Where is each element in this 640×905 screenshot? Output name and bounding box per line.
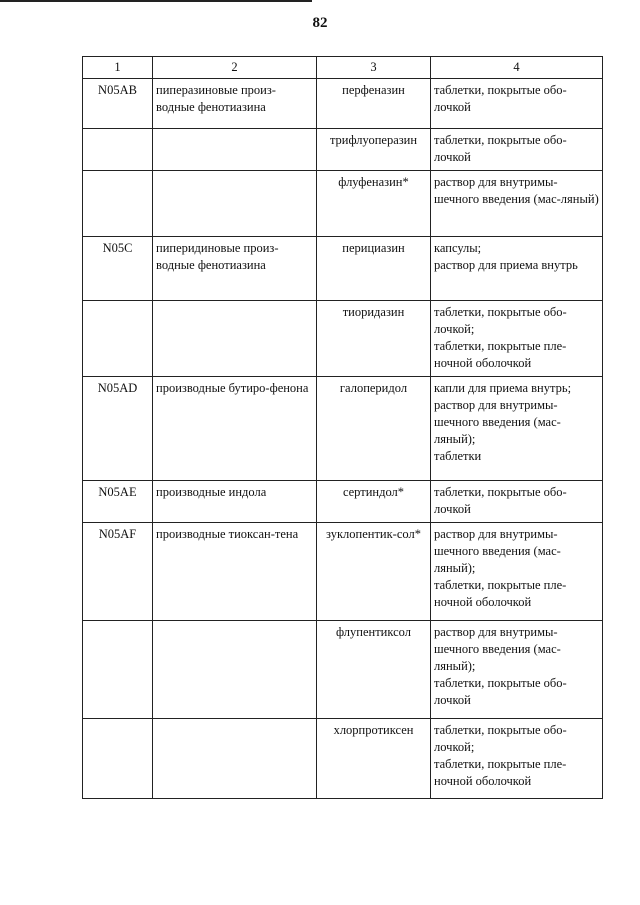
dosage-form-cell <box>431 171 603 237</box>
header-cell-1: 1 <box>83 57 153 79</box>
atc-code-cell <box>83 129 153 171</box>
dosage-form-cell <box>431 129 603 171</box>
dosage-form-cell <box>431 79 603 129</box>
table-body <box>83 57 603 799</box>
drug-group-cell: пиперидиновые произ-водные фенотиазина <box>153 237 317 301</box>
dosage-form-line: раствор для приема внутрь <box>434 258 578 272</box>
table-row <box>83 171 603 237</box>
drug-group-cell: производные бутиро-фенона <box>153 377 317 481</box>
drug-name-cell: перфеназин <box>317 79 431 129</box>
atc-code-cell <box>83 621 153 719</box>
drug-name-cell: зуклопентик-сол* <box>317 523 431 621</box>
dosage-form-cell <box>431 481 603 523</box>
table-row <box>83 719 603 799</box>
table-row <box>83 523 603 621</box>
dosage-form-line: таблетки, покрытые обо-лочкой; <box>434 305 567 336</box>
dosage-form-line: капли для приема внутрь; <box>434 381 572 395</box>
dosage-form-line: раствор для внутримы-шечного введения (мас-ляный); <box>434 398 561 446</box>
dosage-form-line: таблетки, покрытые обо-лочкой <box>434 83 567 114</box>
drug-name-cell: хлорпротиксен <box>317 719 431 799</box>
drug-group-cell: пиперазиновые произ-водные фенотиазина <box>153 79 317 129</box>
drug-group-cell <box>153 719 317 799</box>
dosage-form-line: таблетки, покрытые обо-лочкой <box>434 133 567 164</box>
table-row <box>83 621 603 719</box>
atc-code-cell: N05AF <box>83 523 153 621</box>
table-row <box>83 237 603 301</box>
table-row <box>83 481 603 523</box>
drug-group-cell: производные тиоксан-тена <box>153 523 317 621</box>
dosage-form-line: таблетки, покрытые обо-лочкой; <box>434 723 567 754</box>
top-rule <box>0 0 312 2</box>
dosage-form-line: таблетки, покрытые обо-лочкой <box>434 485 567 516</box>
header-cell-3: 3 <box>317 57 431 79</box>
drug-name-cell: сертиндол* <box>317 481 431 523</box>
drug-name-cell: перициазин <box>317 237 431 301</box>
table-row <box>83 301 603 377</box>
dosage-form-line: раствор для внутримы-шечного введения (мас-ляный); <box>434 527 561 575</box>
header-row <box>83 57 603 79</box>
dosage-form-line: таблетки, покрытые пле-ночной оболочкой <box>434 578 567 609</box>
atc-code-cell: N05AD <box>83 377 153 481</box>
dosage-form-line: капсулы; <box>434 241 482 255</box>
drug-group-cell <box>153 171 317 237</box>
dosage-form-cell <box>431 301 603 377</box>
drug-name-cell: флупентиксол <box>317 621 431 719</box>
header-cell-4: 4 <box>431 57 603 79</box>
dosage-form-line: таблетки <box>434 449 482 463</box>
dosage-form-cell <box>431 237 603 301</box>
table-row <box>83 79 603 129</box>
table-row <box>83 129 603 171</box>
drug-name-cell: трифлуоперазин <box>317 129 431 171</box>
dosage-form-cell <box>431 523 603 621</box>
dosage-form-line: таблетки, покрытые обо-лочкой <box>434 676 567 707</box>
atc-code-cell: N05AE <box>83 481 153 523</box>
page-number: 82 <box>312 15 328 31</box>
dosage-form-cell <box>431 377 603 481</box>
drug-group-cell: производные индола <box>153 481 317 523</box>
drug-table <box>82 56 603 799</box>
dosage-form-line: таблетки, покрытые пле-ночной оболочкой <box>434 339 567 370</box>
atc-code-cell <box>83 301 153 377</box>
atc-code-cell: N05AB <box>83 79 153 129</box>
drug-group-cell <box>153 301 317 377</box>
dosage-form-cell <box>431 621 603 719</box>
dosage-form-cell <box>431 719 603 799</box>
dosage-form-line: раствор для внутримы-шечного введения (мас-ляный) <box>434 175 599 206</box>
atc-code-cell <box>83 719 153 799</box>
table-row <box>83 377 603 481</box>
drug-name-cell: флуфеназин* <box>317 171 431 237</box>
drug-name-cell: тиоридазин <box>317 301 431 377</box>
atc-code-cell: N05C <box>83 237 153 301</box>
drug-group-cell <box>153 129 317 171</box>
drug-name-cell: галоперидол <box>317 377 431 481</box>
header-cell-2: 2 <box>153 57 317 79</box>
atc-code-cell <box>83 171 153 237</box>
drug-group-cell <box>153 621 317 719</box>
dosage-form-line: таблетки, покрытые пле-ночной оболочкой <box>434 757 567 788</box>
dosage-form-line: раствор для внутримы-шечного введения (мас-ляный); <box>434 625 561 673</box>
